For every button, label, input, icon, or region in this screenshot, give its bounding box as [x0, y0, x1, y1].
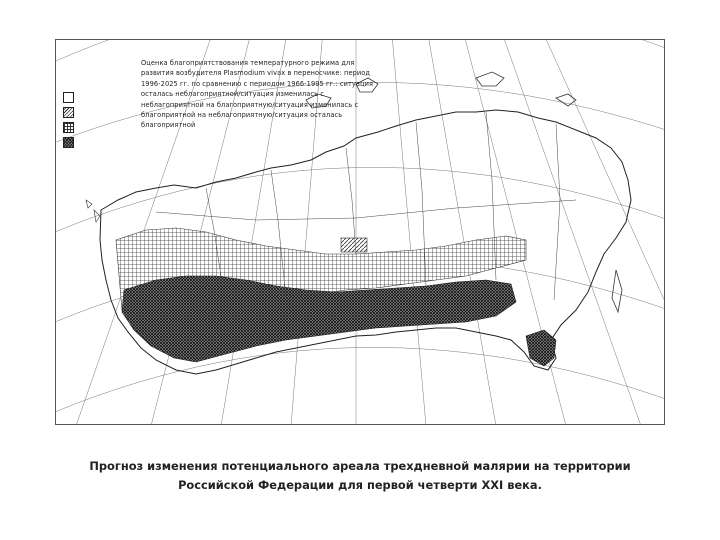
zone-diagonal — [341, 238, 367, 252]
legend-swatch-empty — [63, 92, 74, 103]
map-caption — [60, 457, 660, 495]
caption-line-1: Прогноз изменения потенциального ареала трехдневной малярии на территории — [89, 459, 631, 473]
legend-line: благоприятной на неблагоприятную/ситуация осталась — [141, 111, 343, 120]
legend-line: развития возбудителя Plasmodium vivax в переносчике: период — [141, 69, 371, 78]
legend-line: Оценка благоприятствования температурного режима для — [141, 59, 355, 67]
legend-line: 1996-2025 гг. по сравнению с периодом 1966-1995 гг.: ситуация — [141, 79, 374, 88]
legend-swatch-dense — [63, 137, 74, 148]
sakhalin — [612, 270, 622, 312]
map-frame — [55, 39, 665, 425]
caption-line-2: Российской Федерации для первой четверти XXI века. — [178, 478, 542, 492]
western-fragments — [86, 200, 100, 222]
legend-swatch-grid — [63, 122, 74, 133]
legend-line: осталась неблагоприятной/ситуация изменилась с — [141, 90, 325, 99]
legend-text — [141, 58, 411, 131]
legend-line: благоприятной — [141, 121, 196, 130]
legend-swatches — [63, 92, 77, 152]
legend-swatch-diagonal — [63, 107, 74, 118]
legend-line: неблагоприятной на благоприятную/ситуация изменилась с — [141, 100, 359, 109]
